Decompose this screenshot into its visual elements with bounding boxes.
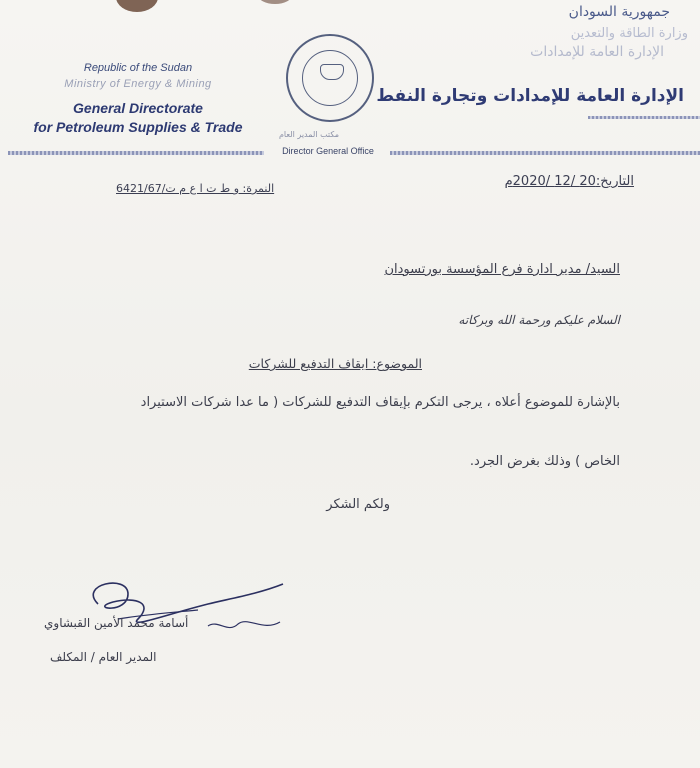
letterhead-directorate-en: General Directorate	[73, 100, 203, 116]
emblem-seal-icon	[286, 34, 374, 122]
seal-caption-ar: مكتب المدير العام	[278, 130, 340, 139]
seal-caption-en: Director General Office	[282, 146, 374, 156]
letterhead-directorate-en-2: for Petroleum Supplies & Trade	[33, 119, 243, 135]
recipient: السيد/ مدير ادارة فرع المؤسسة بورتسودان	[384, 262, 620, 277]
signatory-title: المدير العام / المكلف	[50, 650, 157, 664]
letterhead-directorate-ar: الإدارة العامة للإمدادات وتجارة النفط	[376, 86, 684, 106]
greeting: السلام عليكم ورحمة الله وبركاته	[458, 313, 620, 327]
closing: ولكم الشكر	[326, 497, 390, 512]
letterhead-ministry-ar: وزارة الطاقة والتعدين	[570, 26, 688, 41]
ink-stain	[258, 0, 292, 4]
letterhead-ministry-en: Ministry of Energy & Mining	[64, 78, 212, 90]
signatory-name: أسامة محمد الأمين القبشاوي	[44, 616, 189, 630]
reference-number: النمرة: و ط ت ا ع م ت/6421/67	[116, 182, 275, 195]
letterhead-country-en: Republic of the Sudan	[83, 62, 193, 74]
ink-stain	[116, 0, 158, 12]
handwritten-signature-icon	[58, 574, 288, 654]
header-divider	[390, 151, 700, 155]
letterhead-country-ar: جمهورية السودان	[568, 4, 670, 20]
header-divider	[8, 151, 264, 155]
subject: الموضوع: ايقاف التدفيع للشركات	[248, 356, 422, 371]
letter-date: التاريخ:20 /12 /2020م	[504, 174, 634, 189]
body-line-1: بالإشارة للموضوع أعلاه ، يرجى التكرم بإيقاف التدفيع للشركات ( ما عدا شركات الاستيراد	[140, 395, 620, 410]
letterhead-sub-ar: الإدارة العامة للإمدادات	[530, 44, 664, 60]
header-divider	[588, 116, 700, 119]
body-line-2: الخاص ) وذلك بغرض الجرد.	[469, 454, 620, 469]
